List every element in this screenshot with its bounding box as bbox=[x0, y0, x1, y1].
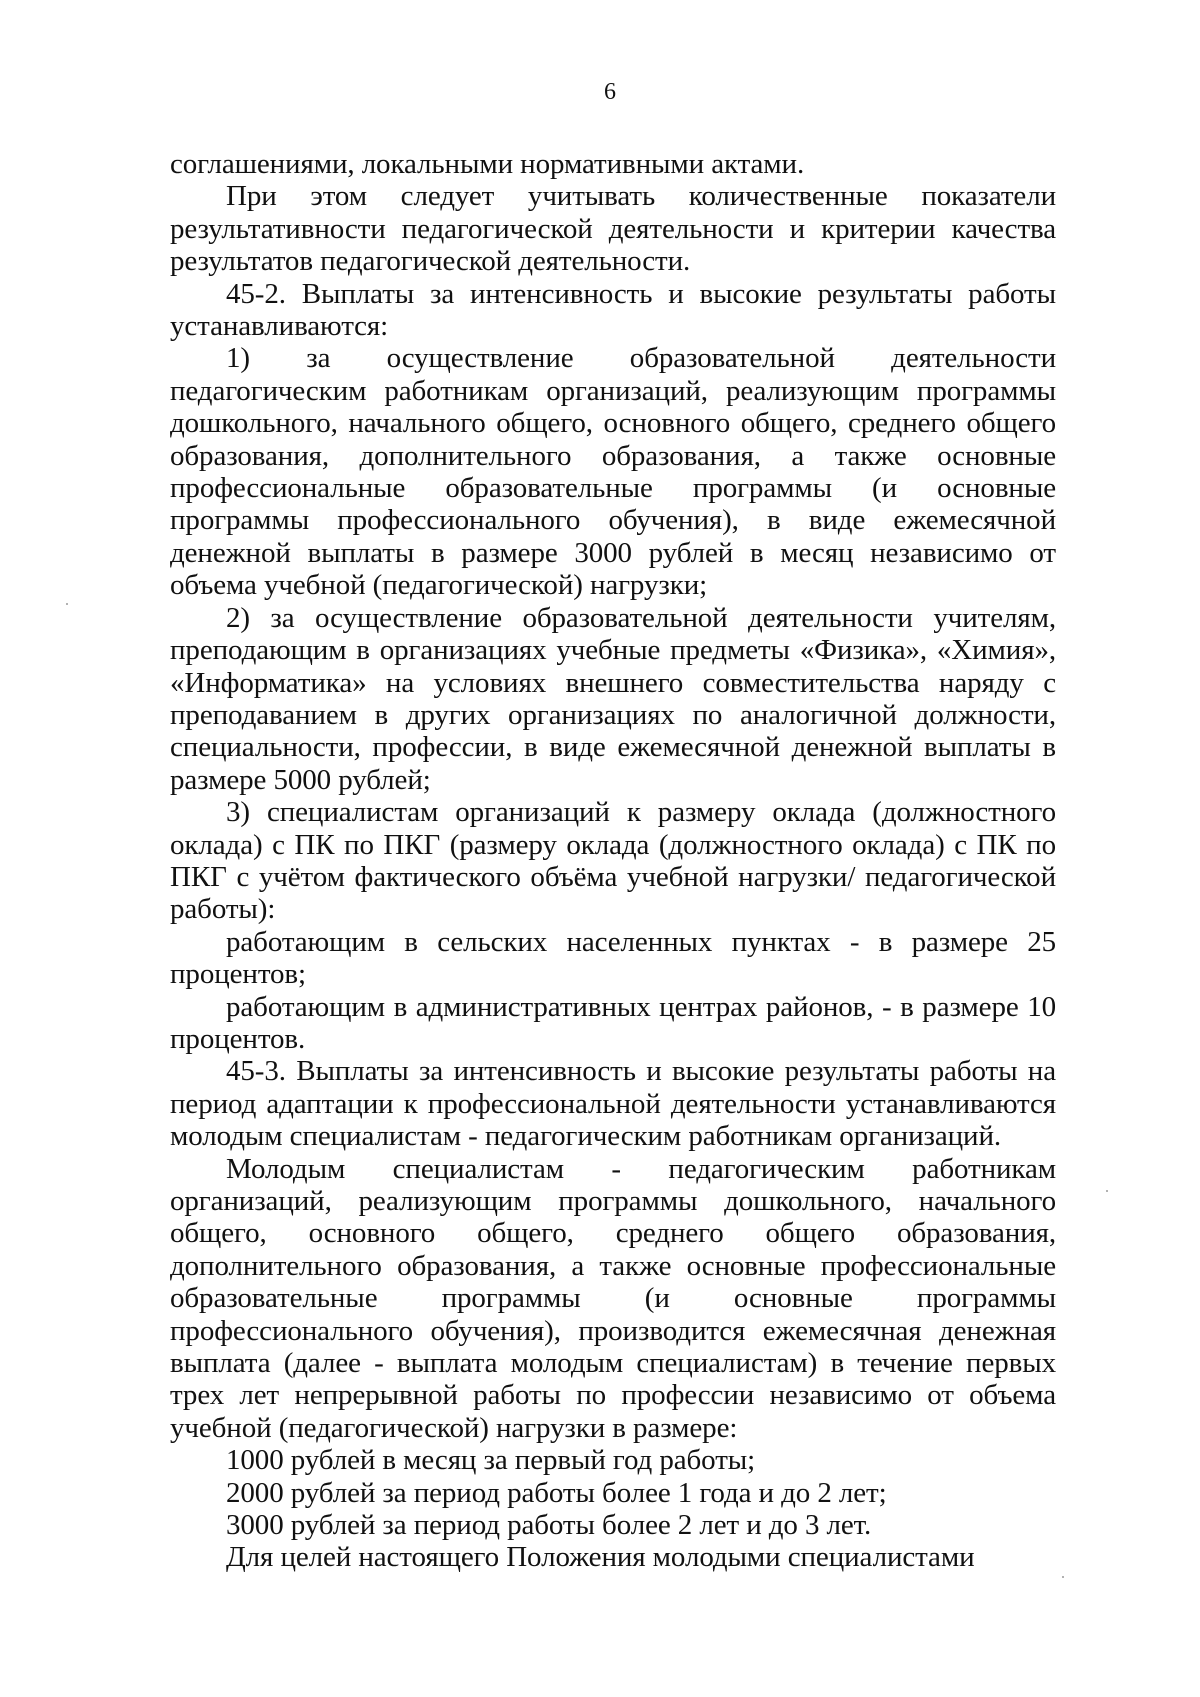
paragraph-rate-year-3: 3000 рублей за период работы более 2 лет и до 3 лет. bbox=[226, 1509, 872, 1542]
scan-speck bbox=[1106, 1190, 1108, 1192]
paragraph-item-3: 3) специалистам организаций к размеру оклада (должностного оклада) с ПК по ПКГ (размеру оклада (должностного оклада) с ПК по ПКГ с учётом фактического объёма учебной нагрузки/ педагогической работы): bbox=[170, 796, 1056, 926]
paragraph-note: При этом следует учитывать количественные показатели результативности педагогической деятельности и критерии качества результатов педагогической деятельности. bbox=[170, 180, 1056, 278]
paragraph-district-center-rate: работающим в административных центрах районов, - в размере 10 процентов. bbox=[170, 990, 1056, 1055]
paragraph-clause-45-3: 45-3. Выплаты за интенсивность и высокие результаты работы на период адаптации к профессиональной деятельности устанавливаются молодым специалистам - педагогическим работникам организаций. bbox=[170, 1055, 1056, 1153]
page-number: 6 bbox=[604, 79, 616, 105]
paragraph-continuation: соглашениями, локальными нормативными актами. bbox=[170, 148, 805, 180]
paragraph-rate-year-1: 1000 рублей в месяц за первый год работы; bbox=[226, 1444, 756, 1477]
scan-speck bbox=[66, 603, 68, 605]
paragraph-item-1: 1) за осуществление образовательной деятельности педагогическим работникам организаций, реализующим программы дошкольного, начального общего, основного общего, среднего общего образования, дополнительного образования, а также основные профессиональные образовательные программы (и основные программы профессионального обучения), в виде ежемесячной денежной выплаты в размере 3000 рублей в месяц независимо от объема учебной (педагогической) нагрузки; bbox=[170, 342, 1056, 602]
paragraph-definition: Для целей настоящего Положения молодыми специалистами bbox=[226, 1541, 975, 1574]
paragraph-young-specialists: Молодым специалистам - педагогическим работникам организаций, реализующим программы дошкольного, начального общего, основного общего, среднего общего образования, дополнительного образования, а также основные профессиональные образовательные программы (и основные программы профессионального обучения), производится ежемесячная денежная выплата (далее - выплата молодым специалистам) в течение первых трех лет непрерывной работы по профессии независимо от объема учебной (педагогической) нагрузки в размере: bbox=[170, 1152, 1056, 1444]
paragraph-rural-rate: работающим в сельских населенных пунктах - в размере 25 процентов; bbox=[170, 925, 1056, 991]
document-body bbox=[170, 148, 1056, 1574]
paragraph-rate-year-2: 2000 рублей за период работы более 1 года и до 2 лет; bbox=[226, 1476, 887, 1509]
scan-speck bbox=[1062, 1576, 1064, 1578]
paragraph-item-2: 2) за осуществление образовательной деятельности учителям, преподающим в организациях учебные предметы «Физика», «Химия», «Информатика» на условиях внешнего совместительства наряду с преподаванием в других организациях по аналогичной должности, специальности, профессии, в виде ежемесячной денежной выплаты в размере 5000 рублей; bbox=[170, 601, 1056, 796]
paragraph-clause-45-2: 45-2. Выплаты за интенсивность и высокие результаты работы устанавливаются: bbox=[170, 277, 1056, 343]
